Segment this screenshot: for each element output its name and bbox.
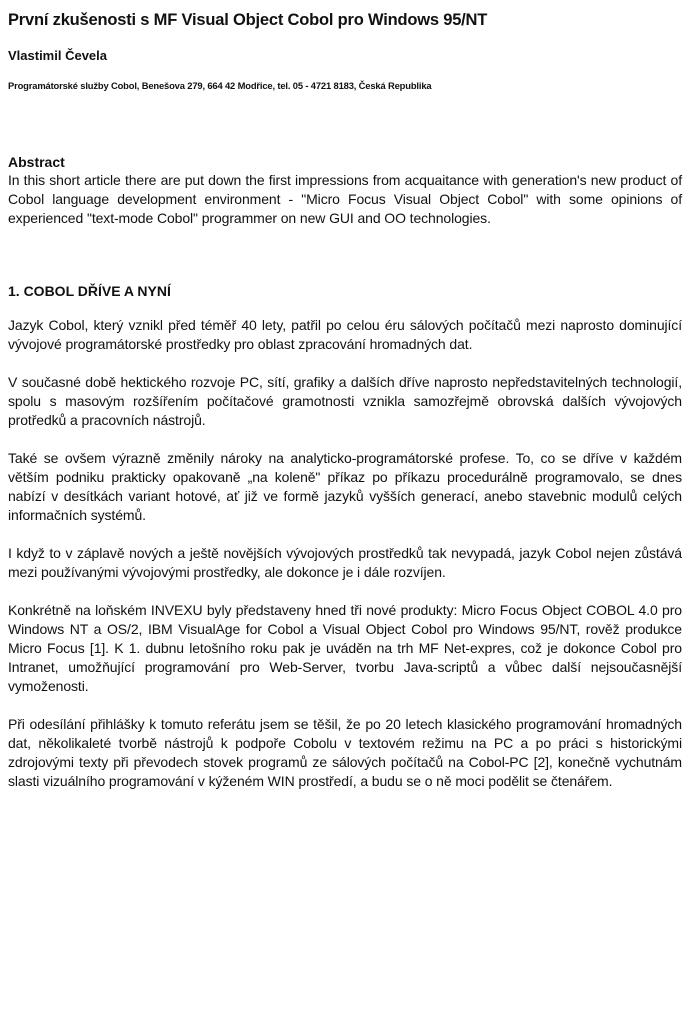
section-heading: 1. COBOL DŘÍVE A NYNÍ — [8, 283, 171, 299]
abstract-heading: Abstract — [8, 154, 65, 170]
paragraph-2: V současné době hektického rozvoje PC, sítí, grafiky a dalších dříve naprosto nepředstavitelných technologií, spolu s masovým rozšířením počítačové gramotnosti vznikla samozřejmě obrovská dalších vývojových protředků a pracovních nástrojů. — [8, 374, 682, 428]
paragraph-1: Jazyk Cobol, který vznikl před téměř 40 lety, patřil po celou éru sálových počítačů mezi naprosto dominující vývojové programátorské prostředky pro oblast zpracování hromadných dat. — [8, 317, 682, 352]
paragraph-5: Konkrétně na loňském INVEXU byly představeny hned tři nové produkty: Micro Focus Object COBOL 4.0 pro Windows NT a OS/2, IBM VisualAge for Cobol a Visual Object Cobol pro Windows 95/NT, rověž produkce Micro Focus [1]. K 1. dubnu letošního roku pak je uváděn na trh MF Net-expres, což je dokonce Cobol pro Intranet, umožňující programování pro Web-Server, tvorbu Java-scriptů a vůbec další nejsoučasnější vymoženosti. — [8, 602, 682, 694]
author-affiliation: Programátorské služby Cobol, Benešova 279, 664 42 Modřice, tel. 05 - 4721 8183, Česká Republika — [8, 80, 432, 91]
paragraph-3: Také se ovšem výrazně změnily nároky na analyticko-programátorské profese. To, co se dříve v každém větším podniku prakticky opakovaně „na koleně" příkaz po příkazu procedurálně programovalo, se dnes nabízí v desítkách variant hotové, ať již ve formě jazyků vyšších generací, anebo stavebnic modulů celých informačních systémů. — [8, 450, 682, 523]
paper-title: První zkušenosti s MF Visual Object Cobol pro Windows 95/NT — [8, 11, 488, 29]
paragraph-6: Při odesílání přihlášky k tomuto referátu jsem se těšil, že po 20 letech klasického programování hromadných dat, několikaleté tvorbě nástrojů k podpoře Cobolu v textovém režimu na PC a po práci s historickými zdrojovými texty při převodech stovek programů ze sálových počítačů na Cobol-PC [2], konečně vychutnám slasti vizuálního programování v kýženém WIN prostředí, a budu se o ně moci podělit se čtenářem. — [8, 716, 682, 789]
author-name: Vlastimil Čevela — [8, 48, 107, 63]
document-page — [8, 10, 682, 791]
paragraph-4: I když to v záplavě nových a ještě novějších vývojových prostředků tak nevypadá, jazyk Cobol nejen zůstává mezi používanými vývojovými prostředky, ale dokonce je i dále rozvíjen. — [8, 545, 682, 580]
abstract-text: In this short article there are put down the first impressions from acquaitance with generation's new product of Cobol language development environment - "Micro Focus Visual Object Cobol" with some opinions of experienced "text-mode Cobol" programmer on new GUI and OO technologies. — [8, 172, 682, 226]
